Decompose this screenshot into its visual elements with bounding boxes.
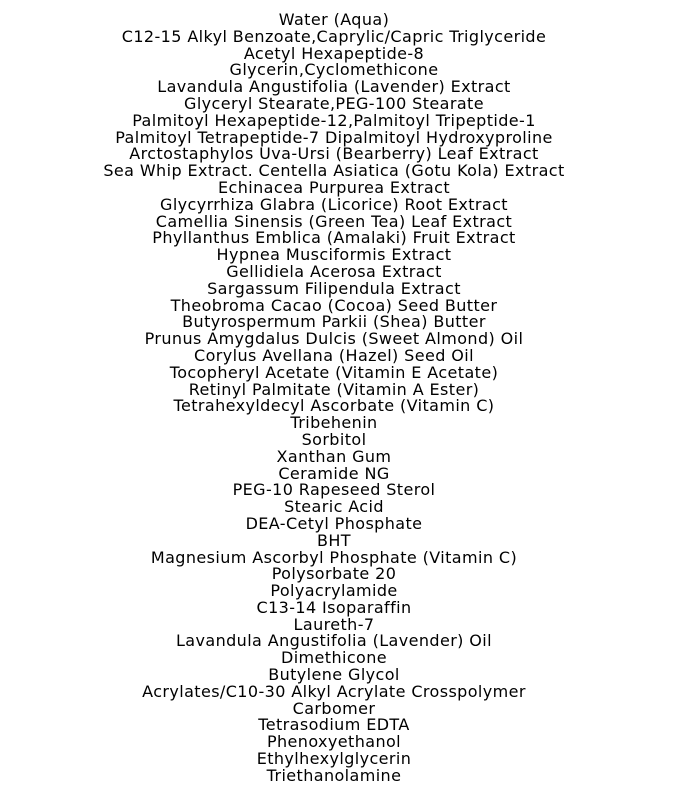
ingredient-item: Acetyl Hexapeptide-8 [243,43,425,63]
ingredient-item: Dimethicone [280,648,388,668]
ingredient-item: Polysorbate 20 [271,564,397,584]
ingredient-item: Palmitoyl Hexapeptide-12,Palmitoyl Tripeptide-1 [132,110,536,130]
ingredient-item: Tribehenin [290,413,378,433]
ingredient-item: DEA-Cetyl Phosphate [245,513,423,533]
ingredient-item: Butylene Glycol [268,665,400,685]
ingredient-item: Glycyrrhiza Glabra (Licorice) Root Extract [160,194,508,214]
ingredient-item: Water (Aqua) [278,10,390,29]
ingredient-item: Tocopheryl Acetate (Vitamin E Acetate) [169,362,499,382]
ingredient-item: Arctostaphylos Uva-Ursi (Bearberry) Leaf Extract [129,144,539,164]
ingredient-item: Lavandula Angustifolia (Lavender) Extract [157,77,511,97]
ingredient-item: Magnesium Ascorbyl Phosphate (Vitamin C) [150,547,518,567]
ingredient-item: Laureth-7 [293,614,375,634]
ingredient-list [0,12,668,785]
ingredient-item: Prunus Amygdalus Dulcis (Sweet Almond) Oil [144,329,524,349]
ingredient-item: Tetrasodium EDTA [258,715,410,735]
ingredient-item: Ceramide NG [278,463,390,483]
ingredient-item: Glyceryl Stearate,PEG-100 Stearate [184,93,484,113]
ingredient-item: Sorbitol [301,429,367,449]
ingredient-item: C13-14 Isoparaffin [256,597,412,617]
ingredient-item: Xanthan Gum [276,446,392,466]
ingredient-item: Palmitoyl Tetrapeptide-7 Dipalmitoyl Hydroxyproline [115,127,553,147]
ingredient-item: Polyacrylamide [270,581,398,601]
ingredient-item: Butyrospermum Parkii (Shea) Butter [182,312,486,332]
ingredient-item: Stearic Acid [284,497,384,517]
ingredient-item: C12-15 Alkyl Benzoate,Caprylic/Capric Triglyceride [121,26,547,46]
ingredient-item: Echinacea Purpurea Extract [217,177,451,197]
ingredient-item: BHT [317,530,351,550]
ingredient-item: Carbomer [292,698,376,718]
ingredient-item: Ethylhexylglycerin [256,749,412,769]
ingredient-item: Retinyl Palmitate (Vitamin A Ester) [188,379,480,399]
ingredient-item: Phenoxyethanol [266,732,402,752]
ingredient-item: Camellia Sinensis (Green Tea) Leaf Extract [155,211,513,231]
ingredient-item: Triethanolamine [266,765,402,785]
ingredient-item: Gellidiela Acerosa Extract [226,261,442,281]
ingredient-item: Glycerin,Cyclomethicone [229,60,439,80]
ingredient-item: Corylus Avellana (Hazel) Seed Oil [194,345,474,365]
ingredient-item: Tetrahexyldecyl Ascorbate (Vitamin C) [173,396,495,416]
ingredient-item: Theobroma Cacao (Cocoa) Seed Butter [170,295,498,315]
ingredient-item: Hypnea Musciformis Extract [216,245,452,265]
ingredient-item: Phyllanthus Emblica (Amalaki) Fruit Extract [152,228,516,248]
ingredient-item: Acrylates/C10-30 Alkyl Acrylate Crosspolymer [142,681,526,701]
ingredient-item: Sea Whip Extract. Centella Asiatica (Gotu Kola) Extract [103,161,565,181]
ingredient-item: PEG-10 Rapeseed Sterol [232,480,436,500]
ingredient-item: Lavandula Angustifolia (Lavender) Oil [175,631,492,651]
ingredient-item: Sargassum Filipendula Extract [207,278,461,298]
